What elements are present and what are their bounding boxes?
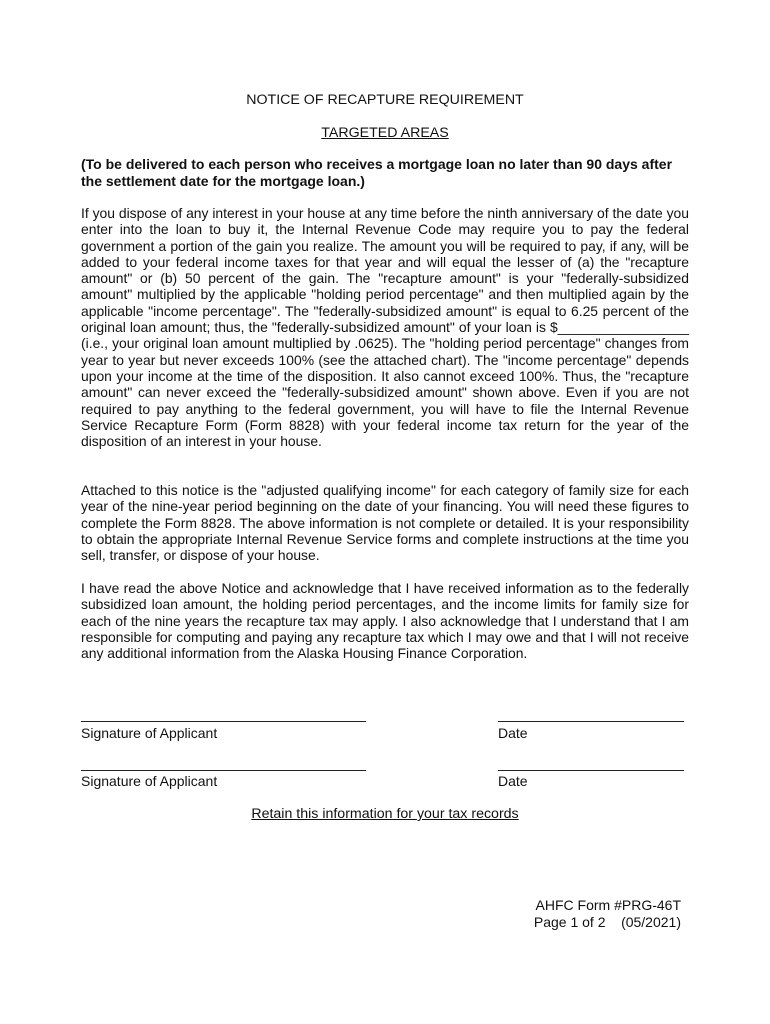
signature-line-1[interactable] xyxy=(81,721,366,722)
signature-label-1: Signature of Applicant xyxy=(81,725,218,741)
footer-revision-date: (05/2021) xyxy=(621,914,681,930)
document-title: NOTICE OF RECAPTURE REQUIREMENT xyxy=(246,92,524,108)
footer-form-number: AHFC Form #PRG-46T xyxy=(535,897,681,913)
date-line-1[interactable] xyxy=(498,721,684,722)
acknowledgement-paragraph: I have read the above Notice and acknowledge that I have received information as to the federally subsidized loan amount, the holding period percentages, and the income limits for family size for each of the nine years the recapture tax may apply. I also acknowledge that I understand that I am responsible for computing and paying any recapture tax which I may owe and that I will not receive any additional information from the Alaska Housing Finance Corporation. xyxy=(81,580,689,662)
retain-records-note: Retain this information for your tax records xyxy=(251,806,519,822)
signature-line-2[interactable] xyxy=(81,770,366,771)
signature-label-2: Signature of Applicant xyxy=(81,773,218,789)
date-label-2: Date xyxy=(498,773,528,789)
footer-page-info xyxy=(500,914,681,931)
date-label-1: Date xyxy=(498,725,528,741)
footer-page-number: Page 1 of 2 xyxy=(533,914,606,930)
document-subtitle: TARGETED AREAS xyxy=(321,125,449,141)
qualifying-income-paragraph: Attached to this notice is the "adjusted qualifying income" for each category of family size for each year of the nine-year period beginning on the date of your financing. You will need these figures to complete the Form 8828. The above information is not complete or detailed. It is your responsibility to obtain the appropriate Internal Revenue Service forms and complete instructions at the time you sell, transfer, or dispose of your house. xyxy=(81,482,689,564)
date-line-2[interactable] xyxy=(498,770,684,771)
delivery-instruction: (To be delivered to each person who receives a mortgage loan no later than 90 days after the settlement date for the mortgage loan.) xyxy=(81,156,673,189)
form-footer xyxy=(500,897,681,931)
recapture-explanation-paragraph: If you dispose of any interest in your house at any time before the ninth anniversary of the date you enter into the loan to buy it, the Internal Revenue Code may require you to pay the federal government a portion of the gain you realize. The amount you will be required to pay, if any, will be added to your federal income taxes for that year and will equal the lesser of (a) the "recapture amount" or (b) 50 percent of the gain. The "recapture amount" is your "federally-subsidized amount" multiplied by the applicable "holding period percentage" and then multiplied again by the applicable "income percentage". The "federally-subsidized amount" is equal to 6.25 percent of the original loan amount; thus, the "federally-subsidized amount" of your loan is $_________________ (i.e., your original loan amount multiplied by .0625). The "holding period percentage" changes from year to year but never exceeds 100% (see the attached chart). The "income percentage" depends upon your income at the time of the disposition. It also cannot exceed 100%. Thus, the "recapture amount" can never exceed the "federally-subsidized amount" shown above. Even if you are not required to pay anything to the federal government, you will have to file the Internal Revenue Service Recapture Form (Form 8828) with your federal income tax return for the year of the disposition of an interest in your house. xyxy=(81,205,689,450)
